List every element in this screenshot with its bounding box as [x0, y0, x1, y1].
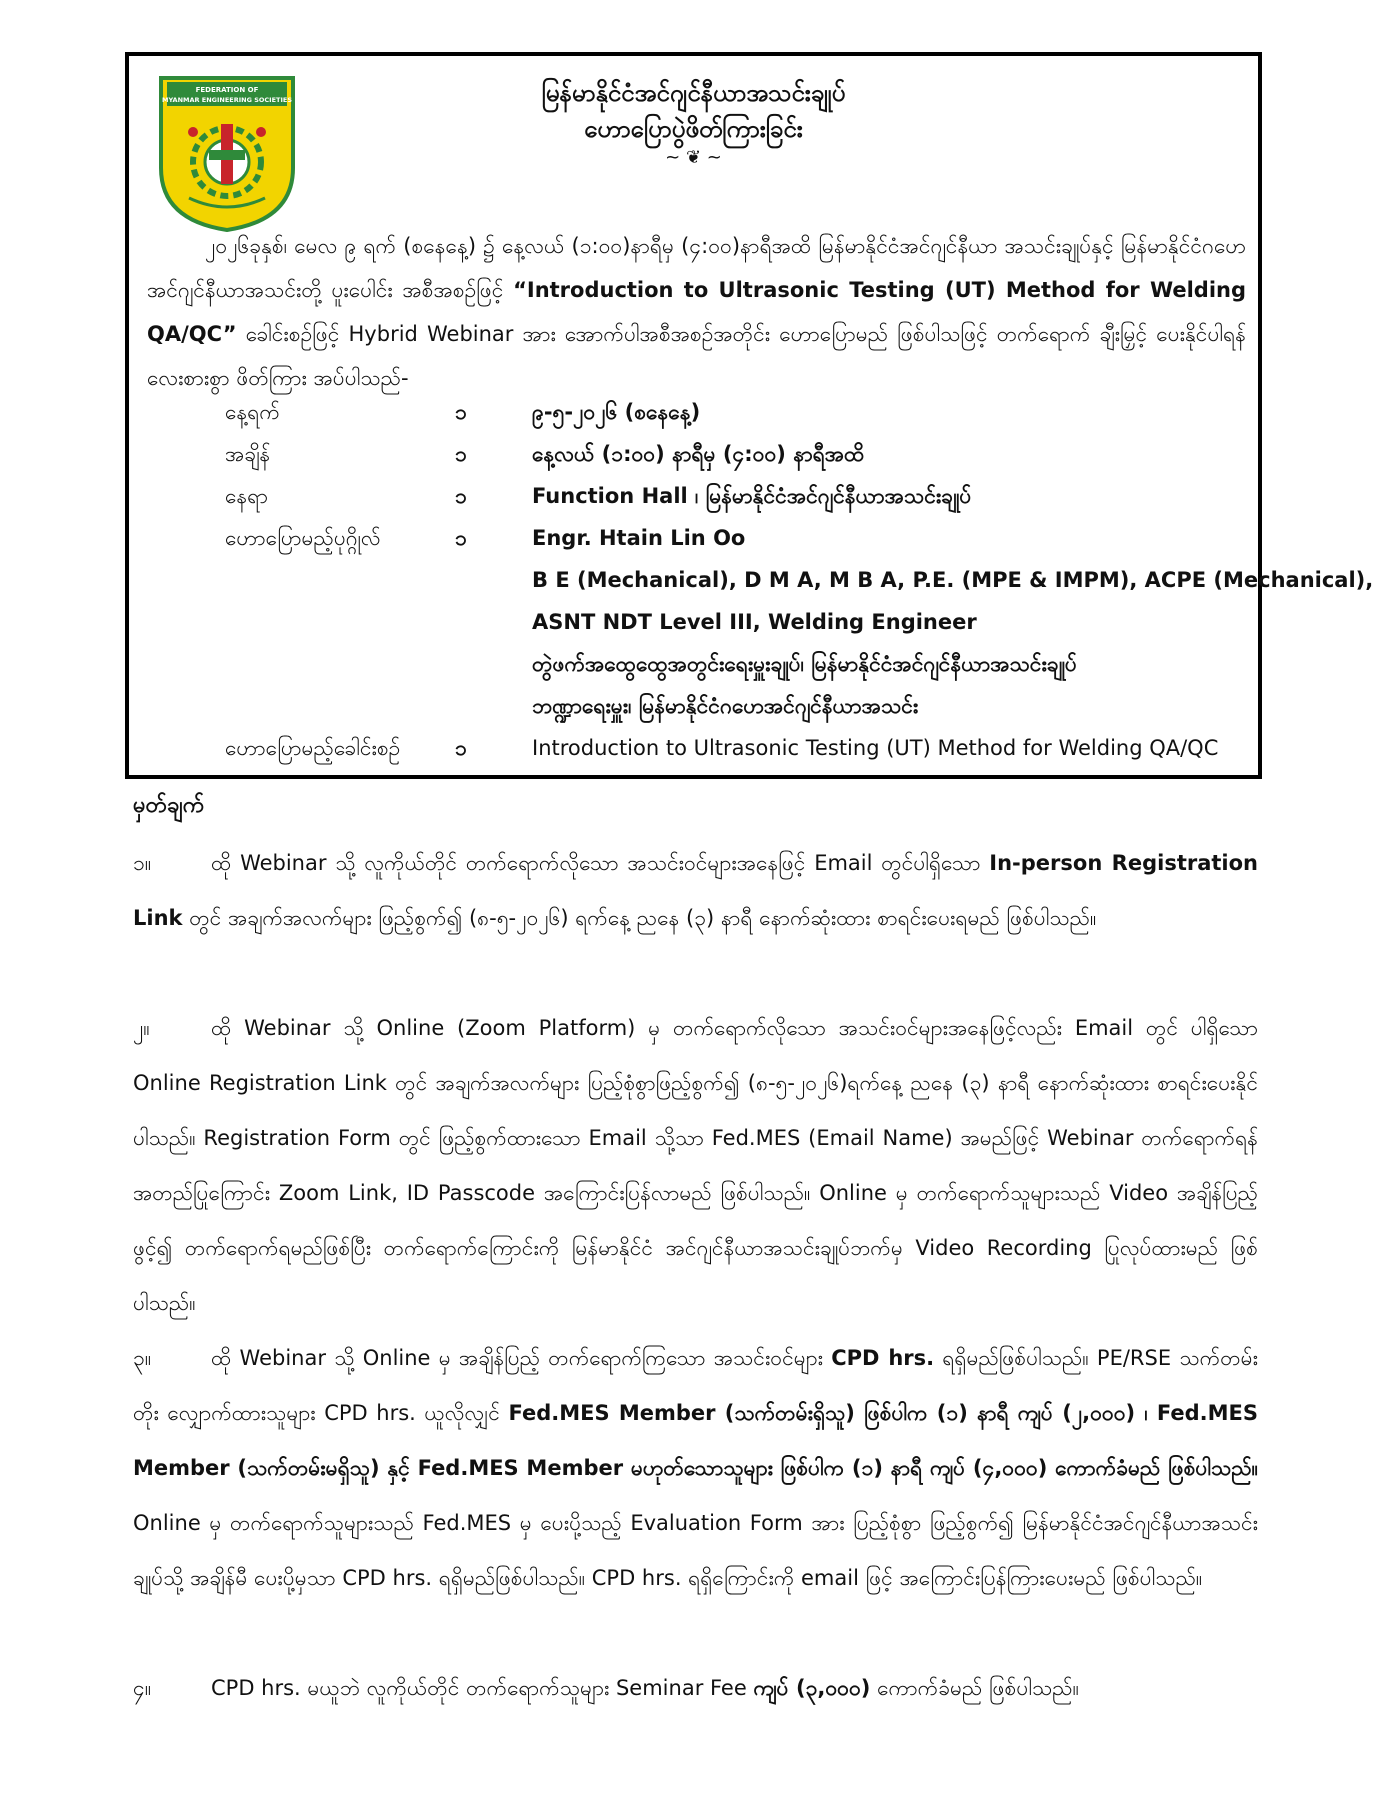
- note-number: ၃။: [133, 1346, 152, 1370]
- note-text: ကောက်ခံမည် ဖြစ်ပါသည်။: [877, 1676, 1079, 1700]
- svg-text:FEDERATION OF: FEDERATION OF: [195, 86, 259, 94]
- note-2: [133, 1001, 1258, 1331]
- note-text: ထို Webinar သို့ Online မှ အချိန်ပြည့် တက်ရောက်ကြသော အသင်းဝင်များ: [211, 1346, 823, 1370]
- notes-heading: မှတ်ချက်: [133, 793, 205, 818]
- detail-label: ဟောပြောမည့်ပုဂ္ဂိုလ်: [225, 526, 381, 550]
- note-fee-text: Fed.MES Member (သက်တမ်းရှိသူ) ဖြစ်ပါက (၁) နာရီ ကျပ် (၂,၀၀၀) ၊ Fed.MES Member (သက်တမ်းမရှိသူ) နှင့် Fed.MES Member မဟုတ်သောသူများ ဖြစ်ပါက (၁) နာရီ ကျပ် (၄,၀၀၀) ကောက်ခံမည် ဖြစ်ပါသည်။: [133, 1401, 1258, 1480]
- detail-separator: ၁: [455, 400, 467, 424]
- detail-label: နေရာ: [225, 484, 268, 508]
- intro-text-2: ခေါင်းစဉ်ဖြင့် Hybrid Webinar အား အောက်ပါအစီအစဉ်အတိုင်း ဟောပြောမည် ဖြစ်ပါသဖြင့် တက်ရောက် ချီးမြှင့် ပေးနိုင်ပါရန် လေးစားစွာ ဖိတ်ကြား အပ်ပါသည်-: [147, 322, 1246, 390]
- detail-row-venue: [129, 476, 1258, 516]
- detail-separator: ၁: [455, 484, 467, 508]
- detail-label: ဟောပြောမည့်ခေါင်းစဉ်: [225, 736, 401, 760]
- invitation-box: [125, 52, 1374, 779]
- header-subtitle: ဟောပြောပွဲဖိတ်ကြားခြင်း: [584, 115, 803, 143]
- detail-value: နေ့လယ် (၁:၀၀) နာရီမှ (၄:၀၀) နာရီအထိ: [532, 442, 865, 466]
- detail-value: Engr. Htain Lin Oo: [532, 526, 746, 550]
- detail-value: ၉-၅-၂၀၂၆ (စနေနေ့): [532, 400, 701, 424]
- intro-paragraph: [147, 224, 1246, 400]
- detail-label: အချိန်: [225, 442, 271, 466]
- detail-row-topic: [129, 728, 1258, 768]
- speaker-line: တွဲဖက်အထွေထွေအတွင်းရေးမှူးချုပ်၊ မြန်မာနိုင်ငံအင်ဂျင်နီယာအသင်းချုပ်: [532, 652, 1077, 676]
- speaker-line: ဘဏ္ဍာရေးမှူး၊ မြန်မာနိုင်ငံဂဟေအင်ဂျင်နီယာအသင်း: [532, 694, 919, 718]
- note-4: [133, 1661, 1258, 1716]
- detail-value: Introduction to Ultrasonic Testing (UT) Method for Welding QA/QC: [532, 736, 1219, 760]
- intro-topic: “Introduction to Ultrasonic Testing (UT) Method for Welding QA/QC”: [147, 278, 1247, 346]
- note-text: CPD hrs. မယူဘဲ လူကိုယ်တိုင် တက်ရောက်သူများ Seminar Fee: [211, 1676, 747, 1700]
- detail-separator: ၁: [455, 736, 467, 760]
- detail-value: Function Hall ၊ မြန်မာနိုင်ငံအင်ဂျင်နီယာအသင်းချုပ်: [532, 484, 972, 508]
- note-number: ၂။: [133, 1016, 150, 1040]
- speaker-credentials-1: [129, 560, 1374, 600]
- note-link-label: In-person Registration Link: [133, 851, 1258, 930]
- speaker-line: B E (Mechanical), D M A, M B A, P.E. (MPE & IMPM), ACPE (Mechanical),: [532, 568, 1374, 592]
- speaker-line: ASNT NDT Level III, Welding Engineer: [532, 610, 977, 634]
- note-cpd-label: CPD hrs.: [831, 1346, 935, 1370]
- ornament-divider: ~ ❦ ~: [665, 147, 722, 168]
- detail-separator: ၁: [455, 442, 467, 466]
- note-text: ထို Webinar သို့ လူကိုယ်တိုင် တက်ရောက်လိုသော အသင်းဝင်များအနေဖြင့် Email တွင်ပါရှိသော: [211, 851, 981, 875]
- speaker-position-2: [129, 686, 1258, 726]
- detail-separator: ၁: [455, 526, 467, 550]
- note-fee-amount: ကျပ် (၃,၀၀၀): [753, 1676, 871, 1700]
- header-title: မြန်မာနိုင်ငံအင်ဂျင်နီယာအသင်းချုပ်: [541, 79, 846, 107]
- intro-text-1: ၂၀၂၆ခုနှစ်၊ မေလ ၉ ရက် (စနေနေ့) ၌ နေ့လယ် (၁:၀၀)နာရီမှ (၄:၀၀)နာရီအထိ မြန်မာနိုင်ငံအင်ဂျင်နီယာ အသင်းချုပ်နှင့် မြန်မာနိုင်ငံဂဟေအင်ဂျင်နီယာအသင်းတို့ ပူးပေါင်း အစီအစဉ်ဖြင့်: [147, 234, 1246, 302]
- note-text: ရရှိမည်ဖြစ်ပါသည်။ PE/RSE သက်တမ်းတိုး လျှောက်ထားသူများ CPD hrs. ယူလိုလျှင်: [133, 1346, 1258, 1425]
- note-text: တွင် အချက်အလက်များ ဖြည့်စွက်၍ (၈-၅-၂၀၂၆) ရက်နေ့ ညနေ (၃) နာရီ နောက်ဆုံးထား စာရင်းပေးရမည် ဖြစ်ပါသည်။: [189, 906, 1097, 930]
- note-1: [133, 836, 1258, 946]
- detail-row-date: [129, 392, 1258, 432]
- detail-label: နေ့ရက်: [225, 400, 280, 424]
- speaker-credentials-2: [129, 602, 1258, 642]
- detail-row-speaker: [129, 518, 1258, 558]
- note-number: ၁။: [133, 851, 152, 875]
- speaker-position-1: [129, 644, 1258, 684]
- note-3: [133, 1331, 1258, 1606]
- note-number: ၄။: [133, 1676, 152, 1700]
- detail-row-time: [129, 434, 1258, 474]
- note-text: Online မှ တက်ရောက်သူများသည် Fed.MES မှ ပေးပို့သည့် Evaluation Form အား ပြည့်စုံစွာ ဖြည့်စွက်၍ မြန်မာနိုင်ငံအင်ဂျင်နီယာအသင်းချုပ်သို့ အချိန်မီ ပေးပို့မှသာ CPD hrs. ရရှိမည်ဖြစ်ပါသည်။ CPD hrs. ရရှိကြောင်းကို email ဖြင့် အကြောင်းပြန်ကြားပေးမည် ဖြစ်ပါသည်။: [133, 1511, 1258, 1590]
- note-text: ထို Webinar သို့ Online (Zoom Platform) မှ တက်ရောက်လိုသော အသင်းဝင်များအနေဖြင့်လည်း Email တွင် ပါရှိသော Online Registration Link တွင် အချက်အလက်များ ပြည့်စုံစွာဖြည့်စွက်၍ (၈-၅-၂၀၂၆)ရက်နေ့ ညနေ (၃) နာရီ နောက်ဆုံးထား စာရင်းပေးနိုင်ပါသည်။ Registration Form တွင် ဖြည့်စွက်ထားသော Email သို့သာ Fed.MES (Email Name) အမည်ဖြင့် Webinar တက်ရောက်ရန် အတည်ပြုကြောင်း Zoom Link, ID Passcode အကြောင်းပြန်လာမည် ဖြစ်ပါသည်။ Online မှ တက်ရောက်သူများသည် Video အချိန်ပြည့်ဖွင့်၍ တက်ရောက်ရမည်ဖြစ်ပြီး တက်ရောက်ကြောင်းကို မြန်မာနိုင်ငံ အင်ဂျင်နီယာအသင်းချုပ်ဘက်မှ Video Recording ပြုလုပ်ထားမည် ဖြစ်ပါသည်။: [133, 1016, 1258, 1315]
- svg-text:MYANMAR ENGINEERING SOCIETIES: MYANMAR ENGINEERING SOCIETIES: [161, 96, 293, 104]
